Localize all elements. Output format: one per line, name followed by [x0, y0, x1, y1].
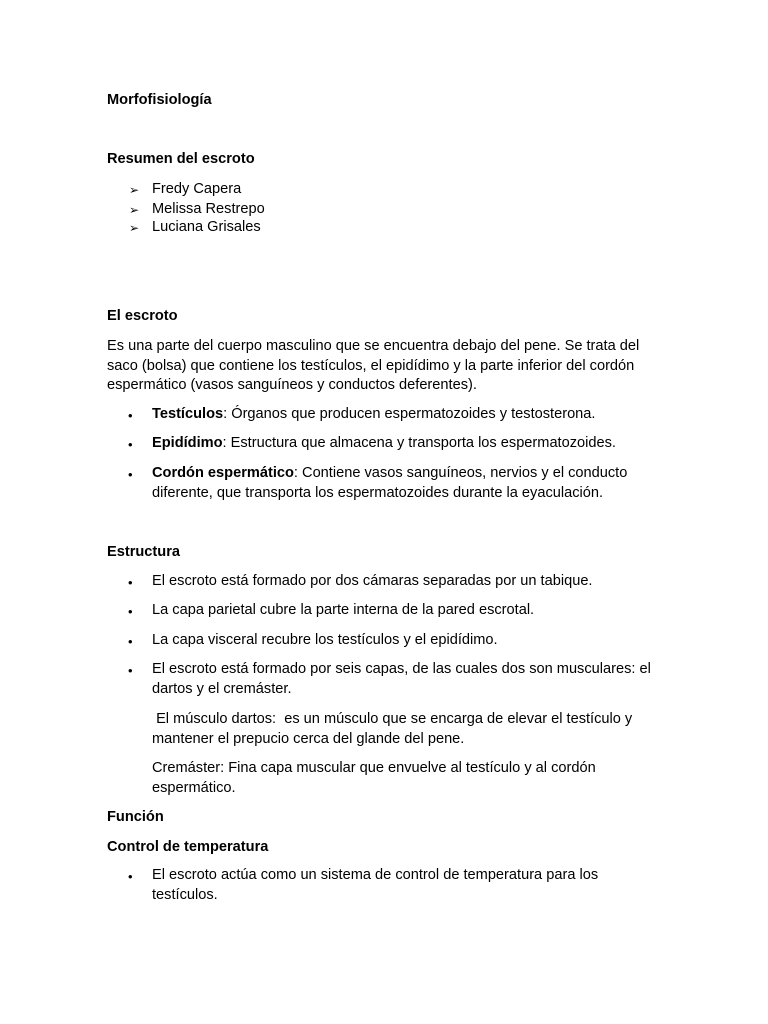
bullet-icon: •: [128, 408, 133, 423]
bullet-icon: •: [128, 467, 133, 482]
bullet-icon: •: [128, 634, 133, 649]
list-item: [152, 464, 662, 503]
arrow-bullet-icon: ➢: [129, 221, 140, 235]
list-item: La capa visceral recubre los testículos y el epidídimo.: [152, 632, 498, 648]
bullet-icon: •: [128, 604, 133, 619]
control-temperatura-heading: Control de temperatura: [107, 839, 269, 855]
author-item: Melissa Restrepo: [152, 201, 265, 217]
bullet-icon: •: [128, 437, 133, 452]
arrow-bullet-icon: ➢: [129, 183, 140, 197]
term: Epidídimo: [152, 435, 223, 451]
escroto-paragraph: Es una parte del cuerpo masculino que se encuentra debajo del pene. Se trata del saco (bolsa) que contiene los testículos, el epidídimo y la parte inferior del cordón espermático (vasos sanguíneos y conductos deferentes).: [107, 338, 640, 393]
author-item: Luciana Grisales: [152, 219, 261, 235]
definition: : Contiene vasos sanguíneos, nervios y el conducto diferente, que transporta los espermatozoides durante la eyaculación.: [152, 465, 628, 501]
definition: : Órganos que producen espermatozoides y testosterona.: [223, 406, 596, 422]
list-item: La capa parietal cubre la parte interna de la pared escrotal.: [152, 602, 535, 618]
document-title: Morfofisiología: [107, 92, 212, 108]
cremaster-paragraph: Cremáster: Fina capa muscular que envuelve al testículo y al cordón espermático.: [152, 760, 596, 796]
list-item: El escroto está formado por dos cámaras separadas por un tabique.: [152, 573, 593, 589]
summary-heading: Resumen del escroto: [107, 151, 255, 167]
bullet-icon: •: [128, 575, 133, 590]
funcion-heading: Función: [107, 809, 164, 825]
list-item: [152, 434, 662, 454]
list-item: [152, 405, 662, 425]
definition: : Estructura que almacena y transporta los espermatozoides.: [222, 435, 616, 451]
dartos-paragraph: El músculo dartos: es un músculo que se encarga de elevar el testículo y mantener el prepucio cerca del glande del pene.: [152, 711, 637, 747]
list-item: El escroto actúa como un sistema de control de temperatura para los testículos.: [152, 867, 599, 903]
author-item: Fredy Capera: [152, 181, 242, 197]
estructura-heading: Estructura: [107, 544, 180, 560]
arrow-bullet-icon: ➢: [129, 203, 140, 217]
term: Cordón espermático: [152, 465, 294, 481]
list-item: El escroto está formado por seis capas, de las cuales dos son musculares: el dartos y el cremáster.: [152, 661, 651, 697]
bullet-icon: •: [128, 663, 133, 678]
escroto-heading: El escroto: [107, 308, 178, 324]
bullet-icon: •: [128, 869, 133, 884]
term: Testículos: [152, 406, 224, 422]
